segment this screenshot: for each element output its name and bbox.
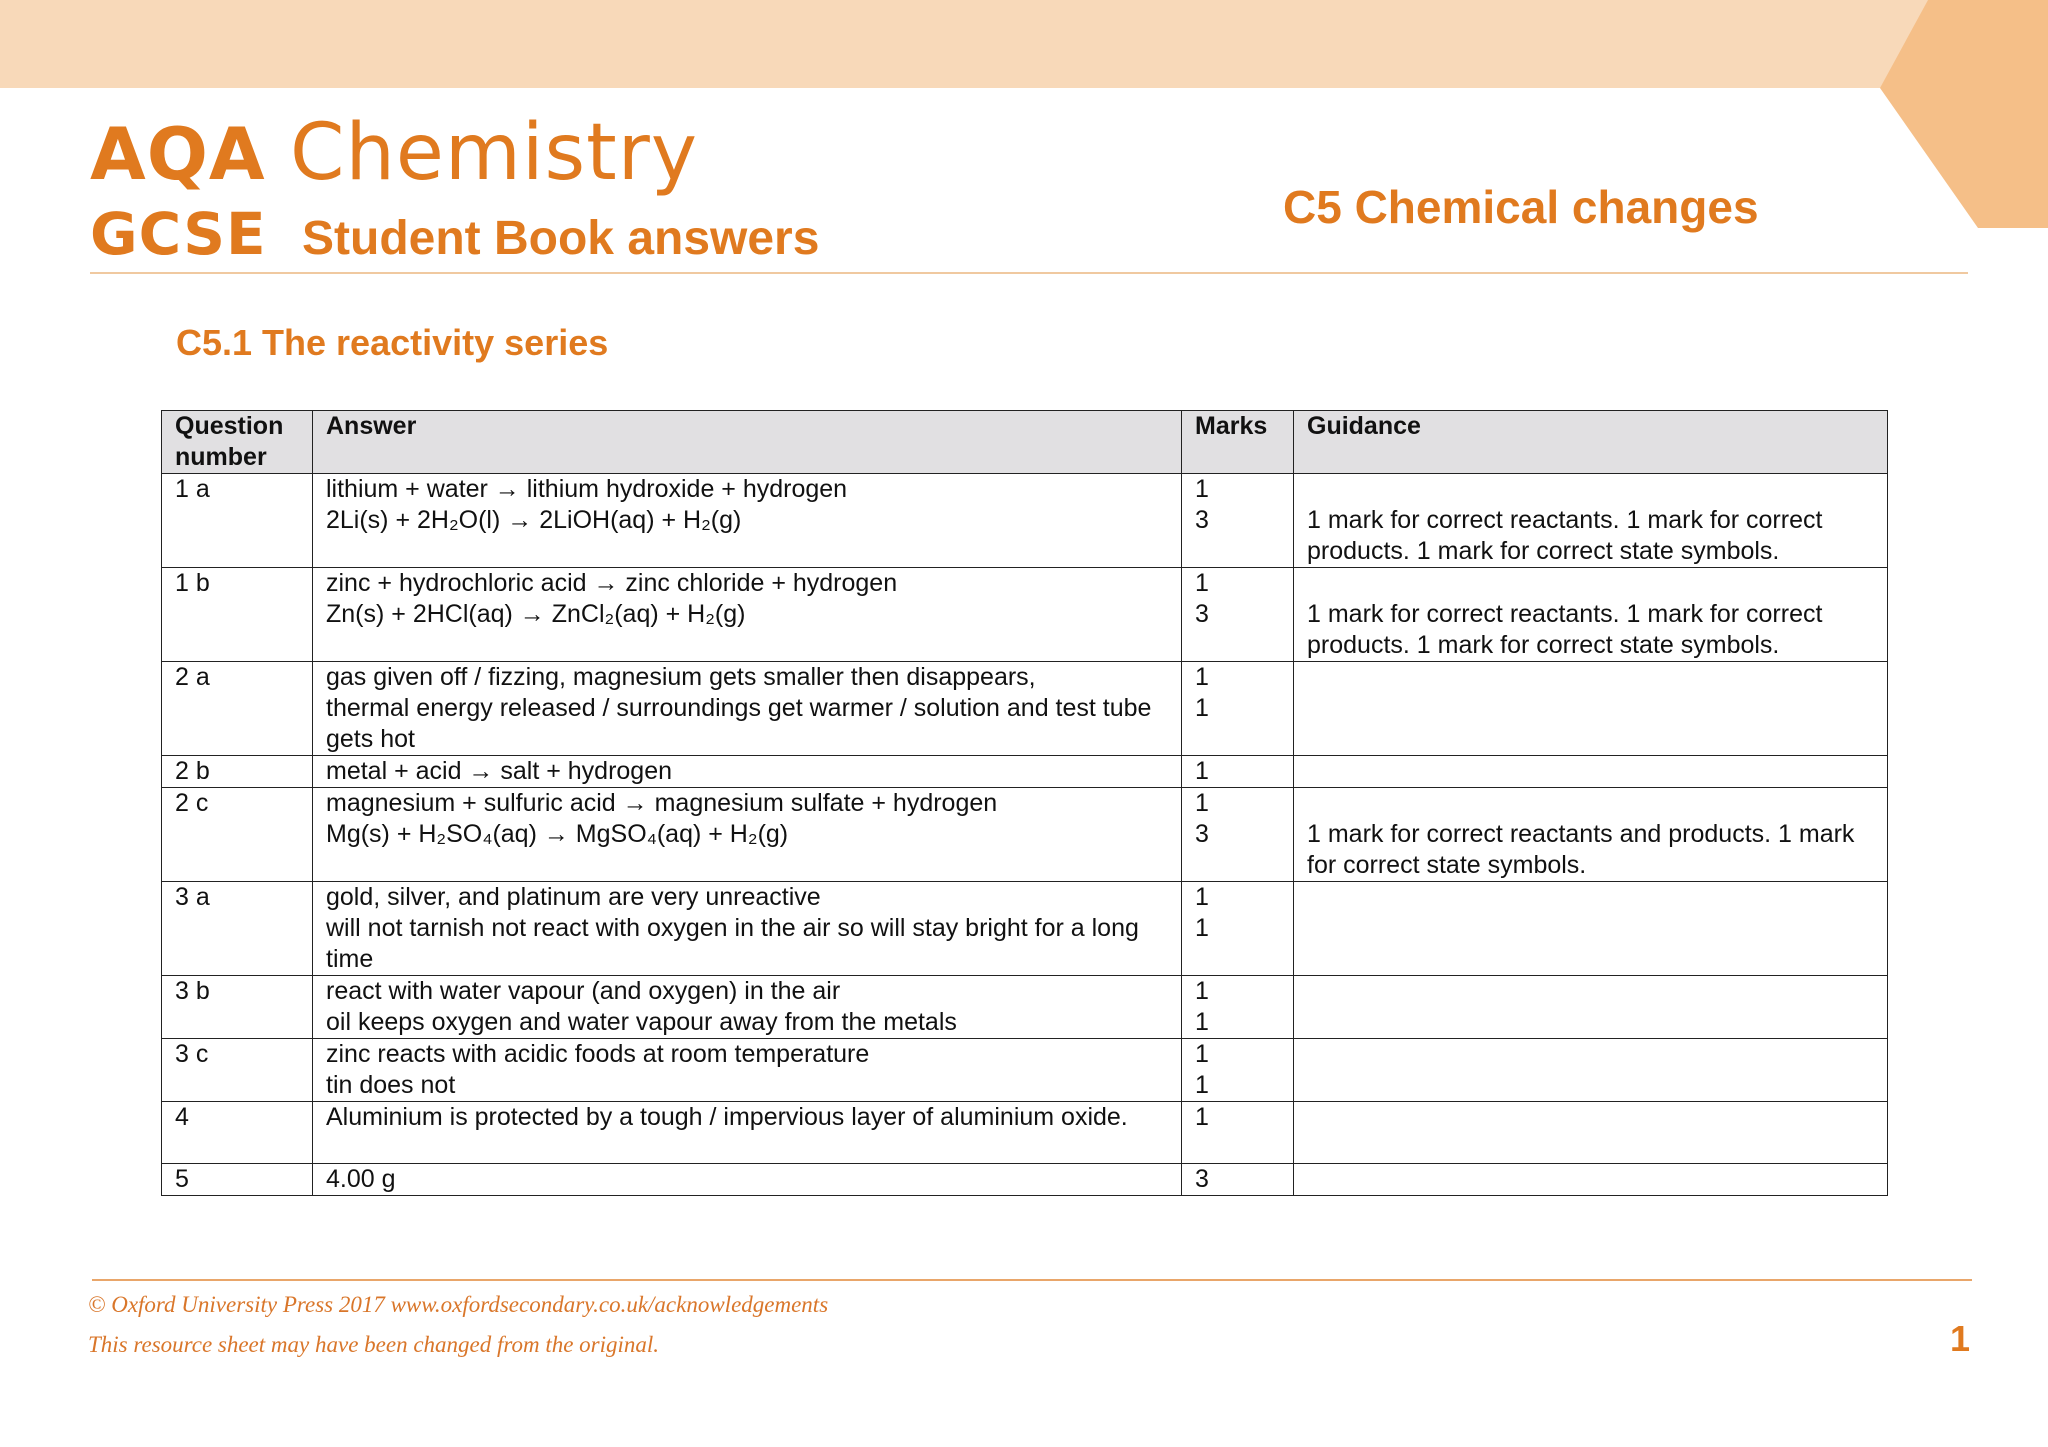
- answer-line: will not tarnish not react with oxygen in the air so will stay bright for a long time: [326, 914, 1139, 973]
- answers-table: [161, 410, 1888, 1196]
- answer-line: Mg(s) + H₂SO₄(aq) → MgSO₄(aq) + H₂(g): [326, 820, 789, 848]
- guidance-cell: [1294, 1164, 1888, 1196]
- brand-book-title: Student Book answers: [302, 212, 820, 265]
- guidance-cell: [1294, 1039, 1888, 1102]
- answer-line: thermal energy released / surroundings get warmer / solution and test tube gets hot: [326, 694, 1152, 753]
- marks-line: 3: [1195, 506, 1209, 534]
- table-row: [162, 976, 1888, 1039]
- answer-line: zinc + hydrochloric acid → zinc chloride + hydrogen: [326, 569, 898, 597]
- footer-note: This resource sheet may have been changed from the original.: [88, 1332, 660, 1357]
- answer-cell: [313, 788, 1182, 882]
- guidance-line: [1307, 788, 1874, 819]
- marks-cell: [1182, 474, 1294, 568]
- question-cell: 5: [162, 1164, 313, 1196]
- answer-cell: [313, 568, 1182, 662]
- marks-cell: [1182, 662, 1294, 756]
- header-guidance: Guidance: [1294, 411, 1888, 474]
- answer-cell: [313, 756, 1182, 788]
- marks-cell: [1182, 1164, 1294, 1196]
- marks-line: 1: [1195, 1040, 1209, 1068]
- question-cell: 2 b: [162, 756, 313, 788]
- top-banner: [0, 0, 2048, 88]
- guidance-cell: [1294, 1102, 1888, 1164]
- question-cell: 3 b: [162, 976, 313, 1039]
- corner-decoration: [1880, 0, 2048, 228]
- table-row: [162, 788, 1888, 882]
- marks-line: 3: [1195, 600, 1209, 628]
- question-cell: 4: [162, 1102, 313, 1164]
- answer-line: zinc reacts with acidic foods at room temperature: [326, 1040, 870, 1068]
- section-title: C5.1 The reactivity series: [176, 322, 609, 363]
- corner-tab-shape: [1880, 0, 2048, 228]
- table-row: [162, 474, 1888, 568]
- table-row: [162, 756, 1888, 788]
- table-row: [162, 1039, 1888, 1102]
- marks-line: 3: [1195, 820, 1209, 848]
- answer-line: oil keeps oxygen and water vapour away from the metals: [326, 1008, 957, 1036]
- answer-line: magnesium + sulfuric acid → magnesium sulfate + hydrogen: [326, 789, 998, 817]
- header-marks: Marks: [1182, 411, 1294, 474]
- question-cell: 1 a: [162, 474, 313, 568]
- answer-line: metal + acid → salt + hydrogen: [326, 757, 673, 785]
- answer-cell: [313, 1164, 1182, 1196]
- guidance-cell: [1294, 662, 1888, 756]
- table-row: [162, 662, 1888, 756]
- marks-line: 1: [1195, 663, 1209, 691]
- marks-cell: [1182, 568, 1294, 662]
- table-row: [162, 882, 1888, 976]
- answer-line: Aluminium is protected by a tough / impervious layer of aluminium oxide.: [326, 1103, 1128, 1131]
- marks-cell: [1182, 788, 1294, 882]
- table-row: [162, 1164, 1888, 1196]
- question-cell: 2 a: [162, 662, 313, 756]
- marks-cell: [1182, 1102, 1294, 1164]
- page-number: 1: [1950, 1318, 1971, 1359]
- guidance-cell: [1294, 474, 1888, 568]
- guidance-cell: [1294, 756, 1888, 788]
- brand-gcse: GCSE: [90, 200, 267, 268]
- answer-line: Zn(s) + 2HCl(aq) → ZnCl₂(aq) + H₂(g): [326, 600, 746, 628]
- guidance-cell: [1294, 976, 1888, 1039]
- answer-cell: [313, 1039, 1182, 1102]
- marks-line: 1: [1195, 757, 1209, 785]
- guidance-line: [1307, 568, 1874, 599]
- marks-line: 1: [1195, 977, 1209, 1005]
- answer-line: lithium + water → lithium hydroxide + hydrogen: [326, 475, 848, 503]
- guidance-line: 1 mark for correct reactants. 1 mark for correct products. 1 mark for correct state symbols.: [1307, 600, 1823, 659]
- brand-subject: Chemistry: [290, 108, 698, 198]
- question-cell: 3 a: [162, 882, 313, 976]
- guidance-line: 1 mark for correct reactants and products. 1 mark for correct state symbols.: [1307, 820, 1855, 879]
- marks-line: 1: [1195, 1071, 1209, 1099]
- answer-cell: [313, 662, 1182, 756]
- marks-line: 1: [1195, 475, 1209, 503]
- answer-cell: [313, 1102, 1182, 1164]
- brand-logo: [90, 108, 819, 268]
- question-cell: 3 c: [162, 1039, 313, 1102]
- marks-line: 1: [1195, 883, 1209, 911]
- guidance-line: [1307, 474, 1874, 505]
- marks-cell: [1182, 882, 1294, 976]
- answer-line: 4.00 g: [326, 1165, 396, 1193]
- guidance-cell: [1294, 788, 1888, 882]
- guidance-line: 1 mark for correct reactants. 1 mark for correct products. 1 mark for correct state symbols.: [1307, 506, 1823, 565]
- marks-line: 1: [1195, 694, 1209, 722]
- marks-cell: [1182, 756, 1294, 788]
- question-cell: 2 c: [162, 788, 313, 882]
- question-cell: 1 b: [162, 568, 313, 662]
- answer-line: gas given off / fizzing, magnesium gets smaller then disappears,: [326, 663, 1036, 691]
- answer-cell: [313, 882, 1182, 976]
- marks-cell: [1182, 1039, 1294, 1102]
- header-answer: Answer: [313, 411, 1182, 474]
- footer-copyright: © Oxford University Press 2017 www.oxfordsecondary.co.uk/acknowledgements: [88, 1292, 829, 1317]
- table-row: [162, 1102, 1888, 1164]
- answer-line: react with water vapour (and oxygen) in the air: [326, 977, 841, 1005]
- header-divider: [90, 272, 1968, 274]
- marks-line: 1: [1195, 1103, 1209, 1131]
- answer-cell: [313, 474, 1182, 568]
- table-header-row: [162, 411, 1888, 474]
- answer-line: gold, silver, and platinum are very unreactive: [326, 883, 821, 911]
- guidance-cell: [1294, 882, 1888, 976]
- marks-line: 1: [1195, 1008, 1209, 1036]
- answer-line: 2Li(s) + 2H₂O(l) → 2LiOH(aq) + H₂(g): [326, 506, 742, 534]
- footer-divider: [92, 1279, 1972, 1281]
- answer-line: tin does not: [326, 1071, 456, 1099]
- table-row: [162, 568, 1888, 662]
- chapter-title: C5 Chemical changes: [1283, 181, 1759, 233]
- marks-line: 1: [1195, 789, 1209, 817]
- marks-line: 1: [1195, 569, 1209, 597]
- marks-cell: [1182, 976, 1294, 1039]
- guidance-cell: [1294, 568, 1888, 662]
- header-question-number: Question number: [162, 411, 313, 474]
- answer-cell: [313, 976, 1182, 1039]
- marks-line: 1: [1195, 914, 1209, 942]
- marks-line: 3: [1195, 1165, 1209, 1193]
- brand-aqa: AQA: [90, 112, 266, 196]
